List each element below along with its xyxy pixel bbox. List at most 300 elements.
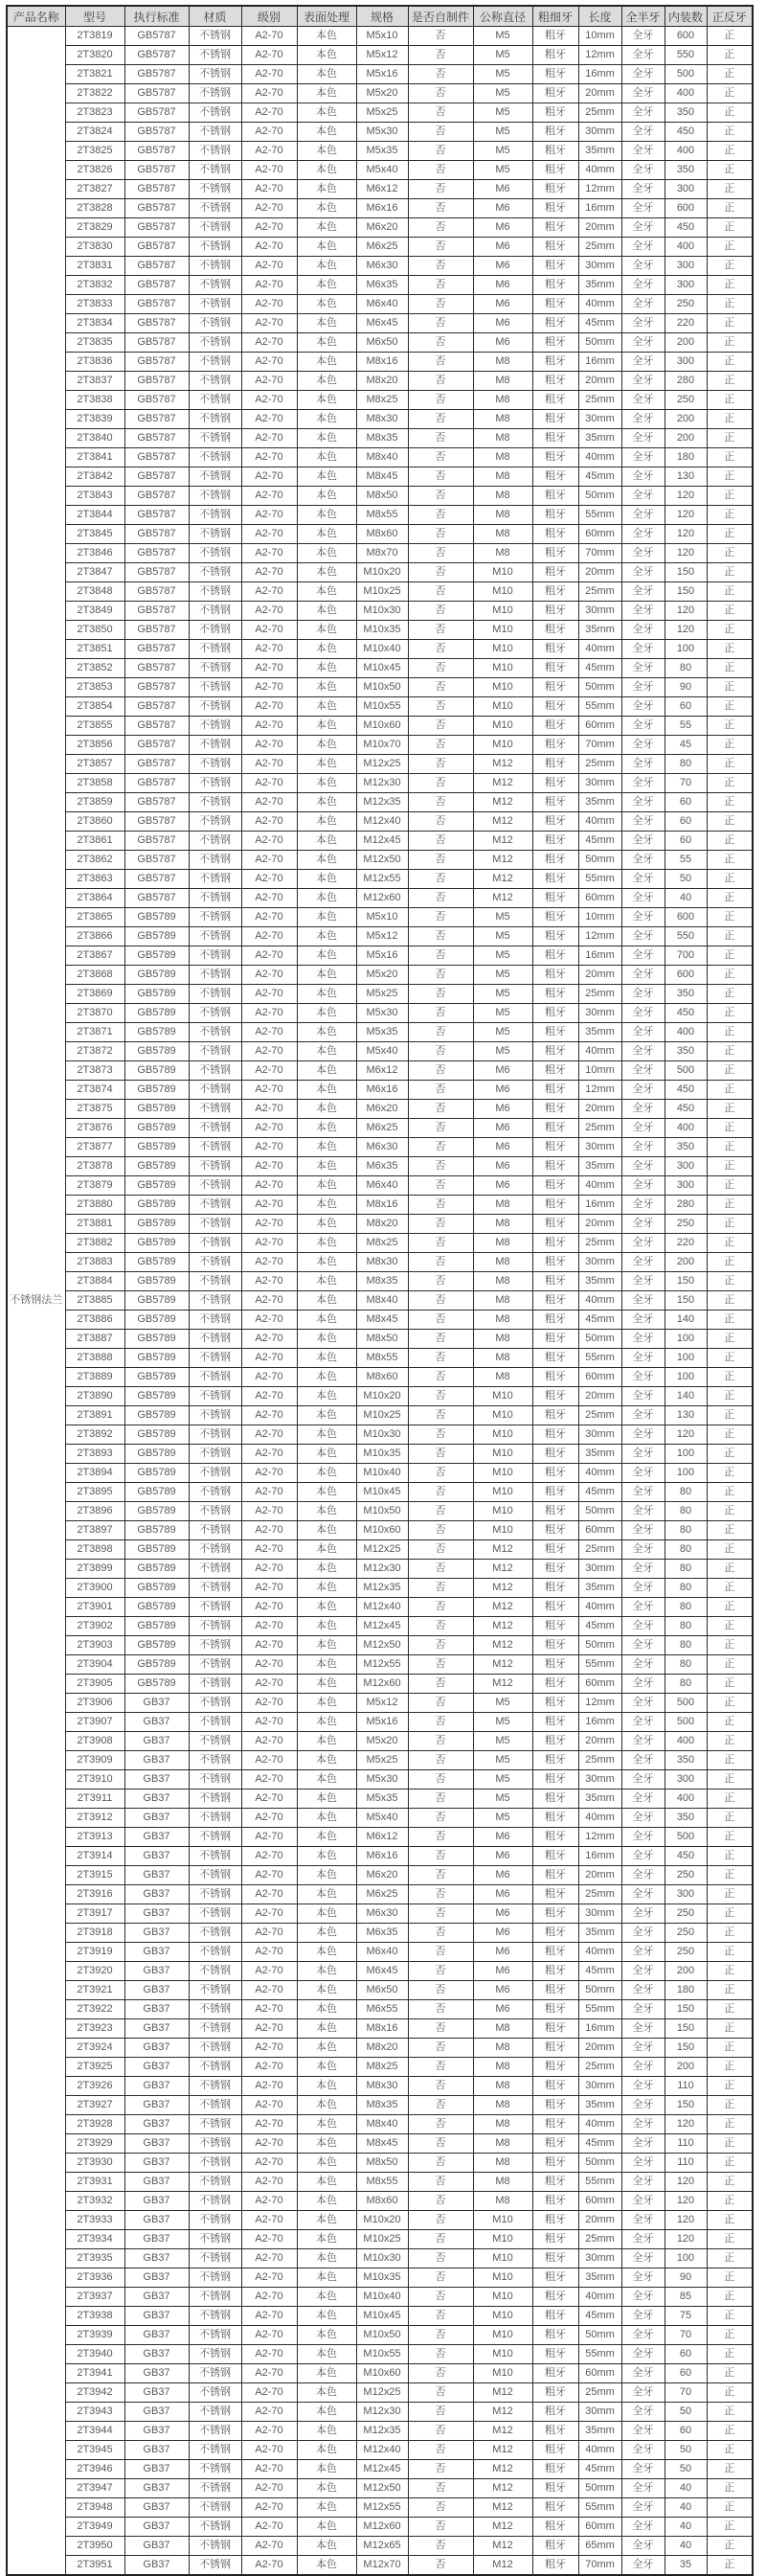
- cell-model: 2T3892: [65, 1425, 124, 1445]
- cell-nominal-diameter: M8: [473, 1291, 532, 1311]
- cell-grade: A2-70: [241, 257, 297, 276]
- cell-length: 45mm: [578, 1483, 621, 1502]
- cell-nominal-diameter: M5: [473, 27, 532, 46]
- cell-thread-coverage: 全牙: [621, 1100, 665, 1119]
- cell-surface-finish: 本色: [297, 1790, 356, 1809]
- cell-thread-pitch: 粗牙: [532, 2479, 578, 2498]
- cell-pack-qty: 100: [665, 1368, 707, 1387]
- cell-spec: M8x60: [356, 2192, 408, 2211]
- cell-nominal-diameter: M5: [473, 84, 532, 103]
- cell-thread-coverage: 全牙: [621, 1445, 665, 1464]
- cell-material: 不锈钢: [189, 1425, 241, 1445]
- cell-length: 40mm: [578, 1598, 621, 1617]
- cell-length: 25mm: [578, 1119, 621, 1138]
- table-row: [7, 1540, 753, 1560]
- cell-thread-coverage: 全牙: [621, 1904, 665, 1924]
- cell-spec: M5x10: [356, 908, 408, 927]
- cell-grade: A2-70: [241, 103, 297, 123]
- cell-spec: M8x45: [356, 1311, 408, 1330]
- cell-surface-finish: 本色: [297, 1809, 356, 1828]
- cell-length: 55mm: [578, 2173, 621, 2192]
- cell-model: 2T3887: [65, 1330, 124, 1349]
- cell-length: 20mm: [578, 1866, 621, 1885]
- cell-spec: M5x35: [356, 1023, 408, 1042]
- cell-length: 65mm: [578, 2537, 621, 2556]
- cell-material: 不锈钢: [189, 1962, 241, 1981]
- cell-self-made: 否: [408, 2364, 473, 2383]
- cell-standard: GB37: [124, 2192, 189, 2211]
- cell-spec: M6x25: [356, 238, 408, 257]
- table-row: [7, 180, 753, 199]
- cell-material: 不锈钢: [189, 1770, 241, 1790]
- cell-grade: A2-70: [241, 238, 297, 257]
- cell-material: 不锈钢: [189, 2134, 241, 2154]
- cell-pack-qty: 110: [665, 2077, 707, 2096]
- cell-thread-pitch: 粗牙: [532, 1904, 578, 1924]
- cell-thread-coverage: 全牙: [621, 1694, 665, 1713]
- cell-thread-direction: 正: [707, 27, 753, 46]
- cell-thread-coverage: 全牙: [621, 1042, 665, 1061]
- table-row: [7, 1981, 753, 2000]
- cell-surface-finish: 本色: [297, 793, 356, 812]
- cell-self-made: 否: [408, 1004, 473, 1023]
- cell-thread-direction: 正: [707, 870, 753, 889]
- cell-nominal-diameter: M12: [473, 1579, 532, 1598]
- table-row: [7, 1885, 753, 1904]
- cell-thread-pitch: 粗牙: [532, 1617, 578, 1636]
- cell-thread-direction: 正: [707, 1809, 753, 1828]
- cell-nominal-diameter: M12: [473, 793, 532, 812]
- header-standard: 执行标准: [124, 6, 189, 27]
- cell-model: 2T3828: [65, 199, 124, 218]
- cell-nominal-diameter: M10: [473, 1521, 532, 1540]
- cell-self-made: 否: [408, 1100, 473, 1119]
- cell-material: 不锈钢: [189, 2039, 241, 2058]
- cell-material: 不锈钢: [189, 1176, 241, 1196]
- cell-surface-finish: 本色: [297, 2479, 356, 2498]
- cell-grade: A2-70: [241, 832, 297, 851]
- cell-standard: GB37: [124, 2288, 189, 2307]
- table-row: [7, 1215, 753, 1234]
- cell-surface-finish: 本色: [297, 1847, 356, 1866]
- cell-spec: M12x60: [356, 889, 408, 908]
- cell-thread-pitch: 粗牙: [532, 2096, 578, 2115]
- table-row: [7, 123, 753, 142]
- table-row: [7, 851, 753, 870]
- cell-grade: A2-70: [241, 65, 297, 84]
- header-length: 长度: [578, 6, 621, 27]
- cell-surface-finish: 本色: [297, 295, 356, 314]
- cell-thread-direction: 正: [707, 218, 753, 238]
- cell-surface-finish: 本色: [297, 1981, 356, 2000]
- table-row: [7, 1732, 753, 1751]
- cell-self-made: 否: [408, 2192, 473, 2211]
- cell-surface-finish: 本色: [297, 1311, 356, 1330]
- cell-thread-coverage: 全牙: [621, 1157, 665, 1176]
- cell-length: 55mm: [578, 1655, 621, 1675]
- cell-thread-direction: 正: [707, 103, 753, 123]
- cell-self-made: 否: [408, 1828, 473, 1847]
- cell-thread-direction: 正: [707, 2326, 753, 2345]
- cell-pack-qty: 80: [665, 1617, 707, 1636]
- cell-material: 不锈钢: [189, 2556, 241, 2576]
- cell-thread-pitch: 粗牙: [532, 602, 578, 621]
- cell-material: 不锈钢: [189, 2383, 241, 2403]
- cell-grade: A2-70: [241, 1445, 297, 1464]
- cell-thread-coverage: 全牙: [621, 1023, 665, 1042]
- cell-grade: A2-70: [241, 1234, 297, 1253]
- cell-self-made: 否: [408, 2154, 473, 2173]
- cell-thread-direction: 正: [707, 1138, 753, 1157]
- cell-spec: M5x12: [356, 927, 408, 946]
- cell-pack-qty: 350: [665, 1751, 707, 1770]
- cell-self-made: 否: [408, 2173, 473, 2192]
- cell-model: 2T3945: [65, 2441, 124, 2460]
- cell-spec: M10x35: [356, 1445, 408, 1464]
- cell-thread-direction: 正: [707, 1253, 753, 1272]
- cell-thread-coverage: 全牙: [621, 2096, 665, 2115]
- cell-material: 不锈钢: [189, 372, 241, 391]
- cell-thread-direction: 正: [707, 2173, 753, 2192]
- cell-model: 2T3873: [65, 1061, 124, 1081]
- cell-length: 40mm: [578, 2288, 621, 2307]
- cell-nominal-diameter: M8: [473, 1215, 532, 1234]
- table-row: [7, 1138, 753, 1157]
- cell-spec: M5x25: [356, 985, 408, 1004]
- cell-length: 45mm: [578, 314, 621, 333]
- cell-material: 不锈钢: [189, 1540, 241, 1560]
- cell-material: 不锈钢: [189, 2230, 241, 2249]
- cell-thread-direction: 正: [707, 985, 753, 1004]
- cell-grade: A2-70: [241, 1004, 297, 1023]
- cell-standard: GB5789: [124, 1636, 189, 1655]
- cell-surface-finish: 本色: [297, 1042, 356, 1061]
- cell-pack-qty: 150: [665, 1291, 707, 1311]
- cell-length: 16mm: [578, 65, 621, 84]
- cell-thread-pitch: 粗牙: [532, 257, 578, 276]
- cell-thread-pitch: 粗牙: [532, 1138, 578, 1157]
- table-row: [7, 2460, 753, 2479]
- cell-self-made: 否: [408, 774, 473, 793]
- cell-spec: M10x30: [356, 602, 408, 621]
- cell-pack-qty: 35: [665, 2556, 707, 2576]
- cell-thread-direction: 正: [707, 410, 753, 429]
- cell-spec: M10x55: [356, 2345, 408, 2364]
- cell-standard: GB5789: [124, 1291, 189, 1311]
- cell-material: 不锈钢: [189, 2077, 241, 2096]
- cell-thread-direction: 正: [707, 640, 753, 659]
- cell-spec: M8x30: [356, 2077, 408, 2096]
- cell-grade: A2-70: [241, 487, 297, 506]
- cell-grade: A2-70: [241, 1521, 297, 1540]
- cell-grade: A2-70: [241, 1770, 297, 1790]
- cell-grade: A2-70: [241, 2307, 297, 2326]
- cell-pack-qty: 70: [665, 774, 707, 793]
- cell-thread-pitch: 粗牙: [532, 448, 578, 467]
- cell-length: 60mm: [578, 2192, 621, 2211]
- cell-thread-direction: 正: [707, 602, 753, 621]
- cell-self-made: 否: [408, 180, 473, 199]
- cell-thread-direction: 正: [707, 1061, 753, 1081]
- cell-nominal-diameter: M8: [473, 1330, 532, 1349]
- cell-standard: GB37: [124, 2096, 189, 2115]
- cell-nominal-diameter: M10: [473, 1406, 532, 1425]
- cell-length: 20mm: [578, 2039, 621, 2058]
- cell-thread-direction: 正: [707, 851, 753, 870]
- cell-thread-coverage: 全牙: [621, 2556, 665, 2576]
- cell-standard: GB37: [124, 2039, 189, 2058]
- cell-nominal-diameter: M6: [473, 1138, 532, 1157]
- cell-nominal-diameter: M10: [473, 697, 532, 717]
- cell-thread-coverage: 全牙: [621, 1828, 665, 1847]
- cell-thread-coverage: 全牙: [621, 2268, 665, 2288]
- cell-model: 2T3920: [65, 1962, 124, 1981]
- cell-spec: M6x12: [356, 1828, 408, 1847]
- cell-thread-coverage: 全牙: [621, 1311, 665, 1330]
- cell-surface-finish: 本色: [297, 2422, 356, 2441]
- cell-self-made: 否: [408, 103, 473, 123]
- cell-surface-finish: 本色: [297, 1483, 356, 1502]
- cell-standard: GB5787: [124, 678, 189, 697]
- cell-grade: A2-70: [241, 2498, 297, 2518]
- cell-nominal-diameter: M12: [473, 2403, 532, 2422]
- cell-thread-coverage: 全牙: [621, 1234, 665, 1253]
- cell-model: 2T3879: [65, 1176, 124, 1196]
- table-row: [7, 832, 753, 851]
- cell-standard: GB5787: [124, 851, 189, 870]
- cell-standard: GB5789: [124, 908, 189, 927]
- cell-thread-pitch: 粗牙: [532, 1215, 578, 1234]
- cell-standard: GB37: [124, 1904, 189, 1924]
- cell-material: 不锈钢: [189, 1196, 241, 1215]
- cell-surface-finish: 本色: [297, 1330, 356, 1349]
- cell-thread-pitch: 粗牙: [532, 1560, 578, 1579]
- cell-pack-qty: 80: [665, 1655, 707, 1675]
- cell-thread-direction: 正: [707, 2154, 753, 2173]
- cell-grade: A2-70: [241, 2383, 297, 2403]
- cell-model: 2T3822: [65, 84, 124, 103]
- cell-model: 2T3900: [65, 1579, 124, 1598]
- cell-surface-finish: 本色: [297, 2192, 356, 2211]
- cell-surface-finish: 本色: [297, 506, 356, 525]
- cell-material: 不锈钢: [189, 333, 241, 353]
- cell-grade: A2-70: [241, 1962, 297, 1981]
- cell-grade: A2-70: [241, 1176, 297, 1196]
- cell-self-made: 否: [408, 1445, 473, 1464]
- cell-self-made: 否: [408, 1904, 473, 1924]
- cell-spec: M6x30: [356, 1904, 408, 1924]
- cell-model: 2T3819: [65, 27, 124, 46]
- table-row: [7, 1464, 753, 1483]
- cell-pack-qty: 300: [665, 276, 707, 295]
- cell-spec: M10x20: [356, 2211, 408, 2230]
- cell-thread-coverage: 全牙: [621, 1560, 665, 1579]
- cell-thread-coverage: 全牙: [621, 1924, 665, 1943]
- table-row: [7, 372, 753, 391]
- cell-model: 2T3896: [65, 1502, 124, 1521]
- cell-nominal-diameter: M8: [473, 2096, 532, 2115]
- cell-self-made: 否: [408, 985, 473, 1004]
- cell-standard: GB5787: [124, 142, 189, 161]
- cell-standard: GB5789: [124, 1349, 189, 1368]
- cell-nominal-diameter: M10: [473, 602, 532, 621]
- cell-thread-coverage: 全牙: [621, 1502, 665, 1521]
- cell-nominal-diameter: M8: [473, 1311, 532, 1330]
- cell-pack-qty: 150: [665, 2000, 707, 2019]
- table-row: [7, 1406, 753, 1425]
- cell-pack-qty: 110: [665, 2154, 707, 2173]
- cell-model: 2T3941: [65, 2364, 124, 2383]
- cell-nominal-diameter: M12: [473, 1540, 532, 1560]
- cell-thread-coverage: 全牙: [621, 1598, 665, 1617]
- cell-length: 50mm: [578, 1636, 621, 1655]
- cell-thread-pitch: 粗牙: [532, 1330, 578, 1349]
- cell-nominal-diameter: M8: [473, 353, 532, 372]
- cell-spec: M6x16: [356, 199, 408, 218]
- table-row: [7, 2077, 753, 2096]
- cell-thread-pitch: 粗牙: [532, 238, 578, 257]
- cell-spec: M12x55: [356, 2498, 408, 2518]
- cell-nominal-diameter: M6: [473, 1981, 532, 2000]
- cell-standard: GB37: [124, 2115, 189, 2134]
- cell-length: 35mm: [578, 429, 621, 448]
- cell-grade: A2-70: [241, 1598, 297, 1617]
- cell-surface-finish: 本色: [297, 1023, 356, 1042]
- cell-model: 2T3850: [65, 621, 124, 640]
- cell-material: 不锈钢: [189, 870, 241, 889]
- cell-pack-qty: 400: [665, 1790, 707, 1809]
- cell-thread-pitch: 粗牙: [532, 1061, 578, 1081]
- cell-self-made: 否: [408, 1042, 473, 1061]
- cell-surface-finish: 本色: [297, 2058, 356, 2077]
- cell-model: 2T3863: [65, 870, 124, 889]
- cell-nominal-diameter: M10: [473, 659, 532, 678]
- cell-thread-direction: 正: [707, 1234, 753, 1253]
- cell-thread-pitch: 粗牙: [532, 180, 578, 199]
- cell-thread-pitch: 粗牙: [532, 218, 578, 238]
- cell-grade: A2-70: [241, 946, 297, 966]
- cell-nominal-diameter: M6: [473, 333, 532, 353]
- cell-nominal-diameter: M8: [473, 506, 532, 525]
- table-row: [7, 697, 753, 717]
- cell-thread-direction: 正: [707, 2307, 753, 2326]
- cell-nominal-diameter: M6: [473, 257, 532, 276]
- cell-length: 25mm: [578, 238, 621, 257]
- cell-pack-qty: 80: [665, 1598, 707, 1617]
- cell-material: 不锈钢: [189, 467, 241, 487]
- cell-self-made: 否: [408, 1196, 473, 1215]
- cell-length: 20mm: [578, 84, 621, 103]
- cell-pack-qty: 180: [665, 1981, 707, 2000]
- cell-self-made: 否: [408, 65, 473, 84]
- cell-standard: GB5787: [124, 65, 189, 84]
- cell-thread-direction: 正: [707, 1981, 753, 2000]
- cell-material: 不锈钢: [189, 1828, 241, 1847]
- cell-model: 2T3826: [65, 161, 124, 180]
- cell-thread-coverage: 全牙: [621, 889, 665, 908]
- cell-length: 20mm: [578, 1100, 621, 1119]
- cell-thread-coverage: 全牙: [621, 717, 665, 736]
- cell-standard: GB37: [124, 1694, 189, 1713]
- cell-surface-finish: 本色: [297, 1464, 356, 1483]
- cell-thread-coverage: 全牙: [621, 755, 665, 774]
- cell-surface-finish: 本色: [297, 1081, 356, 1100]
- cell-thread-direction: 正: [707, 946, 753, 966]
- cell-surface-finish: 本色: [297, 2537, 356, 2556]
- cell-self-made: 否: [408, 1138, 473, 1157]
- header-material: 材质: [189, 6, 241, 27]
- table-row: [7, 1291, 753, 1311]
- cell-thread-direction: 正: [707, 2249, 753, 2268]
- cell-nominal-diameter: M12: [473, 2422, 532, 2441]
- cell-material: 不锈钢: [189, 1521, 241, 1540]
- cell-thread-direction: 正: [707, 1081, 753, 1100]
- cell-thread-direction: 正: [707, 755, 753, 774]
- cell-grade: A2-70: [241, 2441, 297, 2460]
- cell-spec: M12x60: [356, 2518, 408, 2537]
- cell-thread-pitch: 粗牙: [532, 2115, 578, 2134]
- cell-self-made: 否: [408, 2000, 473, 2019]
- cell-pack-qty: 60: [665, 832, 707, 851]
- cell-model: 2T3835: [65, 333, 124, 353]
- cell-material: 不锈钢: [189, 1617, 241, 1636]
- cell-surface-finish: 本色: [297, 2249, 356, 2268]
- cell-thread-pitch: 粗牙: [532, 736, 578, 755]
- cell-pack-qty: 500: [665, 1713, 707, 1732]
- cell-self-made: 否: [408, 1713, 473, 1732]
- cell-thread-coverage: 全牙: [621, 1521, 665, 1540]
- table-row: [7, 410, 753, 429]
- cell-pack-qty: 120: [665, 602, 707, 621]
- cell-model: 2T3934: [65, 2230, 124, 2249]
- cell-grade: A2-70: [241, 2249, 297, 2268]
- cell-surface-finish: 本色: [297, 1751, 356, 1770]
- product-spec-table: [6, 5, 754, 2576]
- cell-pack-qty: 150: [665, 1272, 707, 1291]
- cell-thread-direction: 正: [707, 391, 753, 410]
- cell-spec: M6x40: [356, 295, 408, 314]
- cell-thread-direction: 正: [707, 1215, 753, 1234]
- cell-model: 2T3935: [65, 2249, 124, 2268]
- cell-thread-pitch: 粗牙: [532, 1272, 578, 1291]
- cell-thread-coverage: 全牙: [621, 1138, 665, 1157]
- table-row: [7, 717, 753, 736]
- cell-pack-qty: 120: [665, 2192, 707, 2211]
- cell-thread-direction: 正: [707, 1866, 753, 1885]
- product-spec-table-container: [6, 5, 754, 2576]
- cell-length: 40mm: [578, 448, 621, 467]
- cell-surface-finish: 本色: [297, 2077, 356, 2096]
- cell-material: 不锈钢: [189, 717, 241, 736]
- cell-model: 2T3951: [65, 2556, 124, 2576]
- cell-thread-pitch: 粗牙: [532, 1425, 578, 1445]
- cell-self-made: 否: [408, 1502, 473, 1521]
- cell-thread-pitch: 粗牙: [532, 1176, 578, 1196]
- cell-thread-coverage: 全牙: [621, 276, 665, 295]
- cell-standard: GB5789: [124, 1042, 189, 1061]
- cell-surface-finish: 本色: [297, 1694, 356, 1713]
- cell-thread-direction: 正: [707, 678, 753, 697]
- cell-material: 不锈钢: [189, 1655, 241, 1675]
- cell-length: 55mm: [578, 697, 621, 717]
- cell-model: 2T3893: [65, 1445, 124, 1464]
- cell-surface-finish: 本色: [297, 1540, 356, 1560]
- table-row: [7, 238, 753, 257]
- cell-spec: M6x12: [356, 1061, 408, 1081]
- cell-model: 2T3832: [65, 276, 124, 295]
- cell-material: 不锈钢: [189, 2326, 241, 2345]
- cell-material: 不锈钢: [189, 985, 241, 1004]
